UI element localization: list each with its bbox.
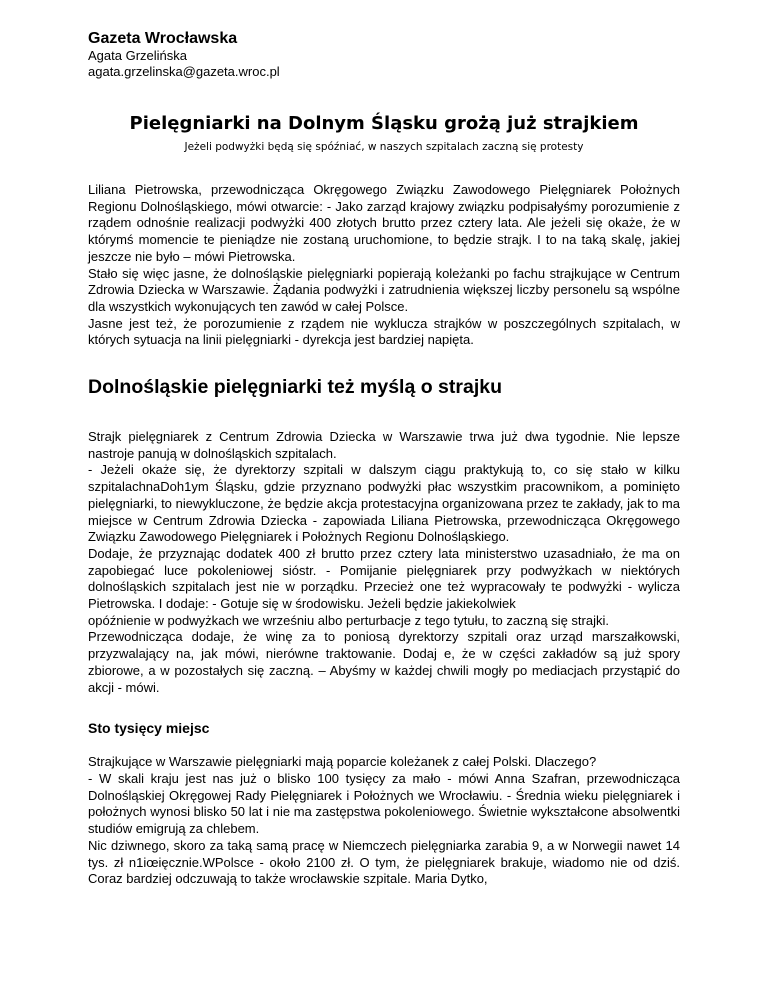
body-paragraph: Strajkujące w Warszawie pielęgniarki mają poparcie koleżanek z całej Polski. Dlaczego? (88, 754, 597, 770)
lead-paragraph: Stało się więc jasne, że dolnośląskie pielęgniarki popierają koleżanki po fachu strajkujące w Centrum Zdrowia Dziecka w Warszawie. Żądania podwyżki i zatrudnienia większej liczby personelu są wspólne dla wszystkich wykonujących ten zawód w całej Polsce. (88, 265, 680, 314)
document-page (88, 30, 680, 888)
body-paragraph: - W skali kraju jest nas już o blisko 100 tysięcy za mało - mówi Anna Szafran, przewodnicząca Dolnośląskiej Okręgowej Rady Pielęgniarek i Położnych we Wrocławiu. - Średnia wieku pielęgniarek i położnych wynosi blisko 50 lat i nie ma zastępstwa pokoleniowego. Świetnie wykształcone absolwentki studiów emigrują za chlebem. (88, 770, 680, 837)
lead-section (88, 182, 680, 349)
masthead (88, 30, 680, 80)
subsection-body (88, 754, 680, 888)
body-paragraph: Przewodnicząca dodaje, że winę za to poniosą dyrektorzy szpitali oraz urząd marszałkowski, przyzwalający na, jak mówi, nierówne traktowanie. Dodaj e, że w części zakładów są już spory zbiorowe, a w pozostałych się zaczną. – Abyśmy w każdej chwili mogły po mediacjach przystąpić do akcji - mówi. (88, 629, 680, 695)
author-name: Agata Grzelińska (88, 48, 187, 63)
body-paragraph: Strajk pielęgniarek z Centrum Zdrowia Dziecka w Warszawie trwa już dwa tygodnie. Nie lepsze nastroje panują w dolnośląskich szpitalach. (88, 429, 680, 461)
lead-paragraph: Liliana Pietrowska, przewodnicząca Okręgowego Związku Zawodowego Pielęgniarek Położnych Regionu Dolnośląskiego, mówi otwarcie: - Jako zarząd krajowy związku podpisałyśmy porozumienie z rządem odnośnie realizacji podwyżki 400 złotych brutto przez cztery lata. Ale jeżeli się okaże, że w którymś momencie te pieniądze nie zostaną uruchomione, to będzie strajk. I to na taką skalę, jakiej jeszcze nie było – mówi Pietrowska. (88, 182, 680, 264)
subsection-heading: Sto tysięcy miejsc (88, 720, 210, 737)
author-email: agata.grzelinska@gazeta.wroc.pl (88, 64, 280, 79)
body-paragraph: - Jeżeli okaże się, że dyrektorzy szpitali w dalszym ciągu praktykują to, co się stało w kilku szpitalachnaDoh1ym Śląsku, gdzie przyznano podwyżki płac wszystkim pracownikom, a pominięto pielęgniarki, to niewykluczone, że będzie akcja protestacyjna organizowana przez te zakłady, jak to ma miejsce w Centrum Zdrowia Dziecka - zapowiada Liliana Pietrowska, przewodnicząca Okręgowego Związku Zawodowego Pielęgniarek i Położnych Regionu Dolnośląskiego. (88, 462, 680, 545)
body-paragraph: Nic dziwnego, skoro za taką samą pracę w Niemczech pielęgniarka zarabia 9, a w Norwegii nawet 14 tys. zł n1iœięcznie.WPolsce - około 2100 zł. O tym, że pielęgniarek brakuje, wiadomo nie od dziś. Coraz bardziej odczuwają to także wrocławskie szpitale. Maria Dytko, (88, 837, 680, 887)
section-heading: Dolnośląskie pielęgniarki też myślą o strajku (88, 376, 502, 399)
body-paragraph: opóźnienie w podwyżkach we wrześniu albo perturbacje z tego tytułu, to zaczną się strajki. (88, 612, 609, 628)
section-body (88, 429, 680, 696)
publication-name: Gazeta Wrocławska (88, 30, 238, 47)
article-headline: Pielęgniarki na Dolnym Śląsku grożą już strajkiem (129, 113, 639, 134)
body-paragraph: Dodaje, że przyznając dodatek 400 zł brutto przez cztery lata ministerstwo uzasadniało, że ma on zapobiegać luce pokoleniowej sióstr. - Pomijanie pielęgniarek przy podwyżkach w niektórych dolnośląskich szpitalach jest nie w porządku. Przecież one też wypracowały te podwyżki - wylicza Pietrowska. I dodaje: - Gotuje się w środowisku. Jeżeli będzie jakiekolwiek (88, 545, 680, 612)
lead-paragraph: Jasne jest też, że porozumienie z rządem nie wyklucza strajków w poszczególnych szpitalach, w których sytuacja na linii pielęgniarki - dyrekcja jest bardziej napięta. (88, 315, 680, 348)
article-subheadline: Jeżeli podwyżki będą się spóźniać, w naszych szpitalach zaczną się protesty (184, 141, 584, 153)
